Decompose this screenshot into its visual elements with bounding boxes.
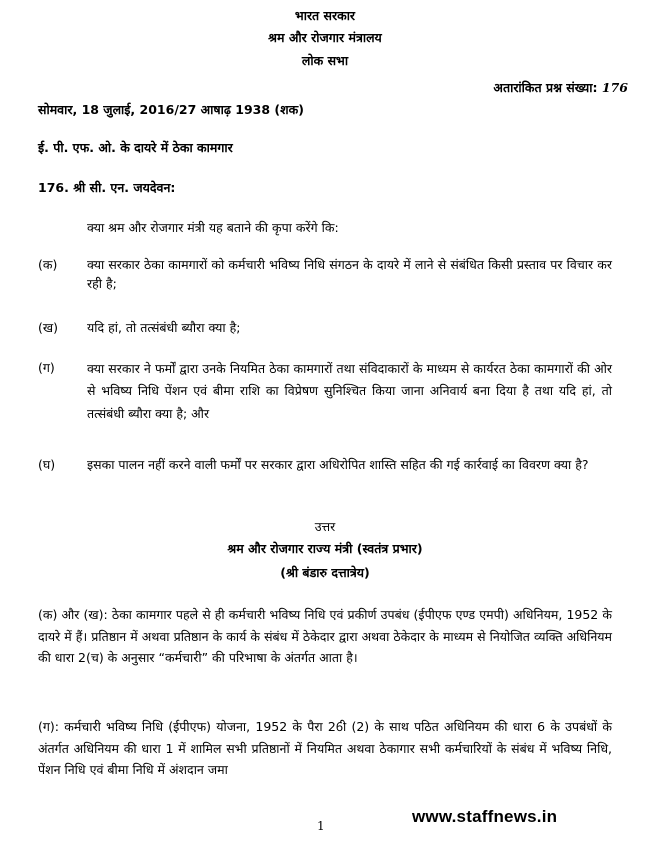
header-house: लोक सभा — [301, 53, 349, 68]
date-line: सोमवार, 18 जुलाई, 2016/27 आषाढ़ 1938 (शक) — [38, 102, 304, 117]
question-label: (घ) — [38, 457, 56, 472]
answer-minister: श्रम और रोजगार राज्य मंत्री (स्वतंत्र प्रभार) — [227, 541, 423, 556]
question-text: यदि हां, तो तत्संबंधी ब्यौरा क्या है; — [87, 320, 241, 335]
answer-title: उत्तर — [314, 519, 336, 534]
answer-paragraph: (क) और (ख): ठेका कामगार पहले से ही कर्मचारी भविष्य निधि एवं प्रकीर्ण उपबंध (ईपीएफ एण्ड एमपी) अधिनियम, 1952 के दायरे में हैं। प्रतिष्ठान में अथवा प्रतिष्ठान के कार्य के संबंध में ठेकेदार द्वारा अथवा ठेकेदार के माध्यम से नियोजित व्यक्ति अधिनियम की धारा 2(च) के अनुसार “कर्मचारी” की परिभाषा के अंतर्गत आता है। — [38, 607, 612, 665]
answer-minister-name: (श्री बंडारु दत्तात्रेय) — [280, 565, 370, 580]
question-item — [38, 358, 612, 425]
question-label: (ख) — [38, 320, 58, 335]
question-text: इसका पालन नहीं करने वाली फर्मों पर सरकार द्वारा अधिरोपित शास्ति सहित की गई कार्रवाई का विवरण क्या है? — [87, 457, 589, 472]
question-item — [38, 255, 612, 294]
question-label: (क) — [38, 257, 58, 272]
watermark-text: www.staffnews.in — [412, 807, 558, 826]
header-government: भारत सरकार — [294, 8, 356, 23]
question-subject: ई. पी. एफ. ओ. के दायरे में ठेका कामगार — [38, 140, 233, 155]
question-number-label: अतारांकित प्रश्न संख्या: — [493, 80, 598, 95]
question-text: क्या सरकार ने फर्मों द्वारा उनके नियमित ठेका कामगारों तथा संविदाकारों के माध्यम से कार्यरत ठेका कामगारों की ओर से भविष्य निधि पेंशन एवं बीमा राशि का विप्रेषण सुनिश्चित किया जाना अनिवार्य बना दिया है तथा यदि हां, तो तत्संबंधी ब्यौरा क्या है; और — [87, 361, 612, 421]
answer-paragraph: (ग): कर्मचारी भविष्य निधि (ईपीएफ) योजना, 1952 के पैरा 26ी (2) के साथ पठित अधिनियम की धारा 6 के उपबंधों के अंतर्गत अधिनियम की धारा 1 में शामिल सभी प्रतिष्ठानों में नियमित अथवा ठेकागार सभी कर्मचारियों के संबंध में भविष्य निधि, पेंशन निधि एवं बीमा निधि में अंशदान जमा — [38, 719, 612, 777]
question-text: क्या सरकार ठेका कामगारों को कर्मचारी भविष्य निधि संगठन के दायरे में लाने से संबंधित किसी प्रस्ताव पर विचार कर रही है; — [87, 257, 612, 292]
question-label: (ग) — [38, 360, 55, 375]
question-intro: क्या श्रम और रोजगार मंत्री यह बताने की कृपा करेंगे कि: — [87, 220, 339, 235]
member-name: 176. श्री सी. एन. जयदेवन: — [38, 180, 176, 195]
question-item — [38, 455, 612, 474]
page-number: 1 — [317, 819, 325, 833]
question-item — [38, 318, 612, 337]
question-number — [493, 78, 628, 97]
question-number-value: 176 — [601, 80, 628, 95]
header-ministry: श्रम और रोजगार मंत्रालय — [268, 30, 382, 45]
